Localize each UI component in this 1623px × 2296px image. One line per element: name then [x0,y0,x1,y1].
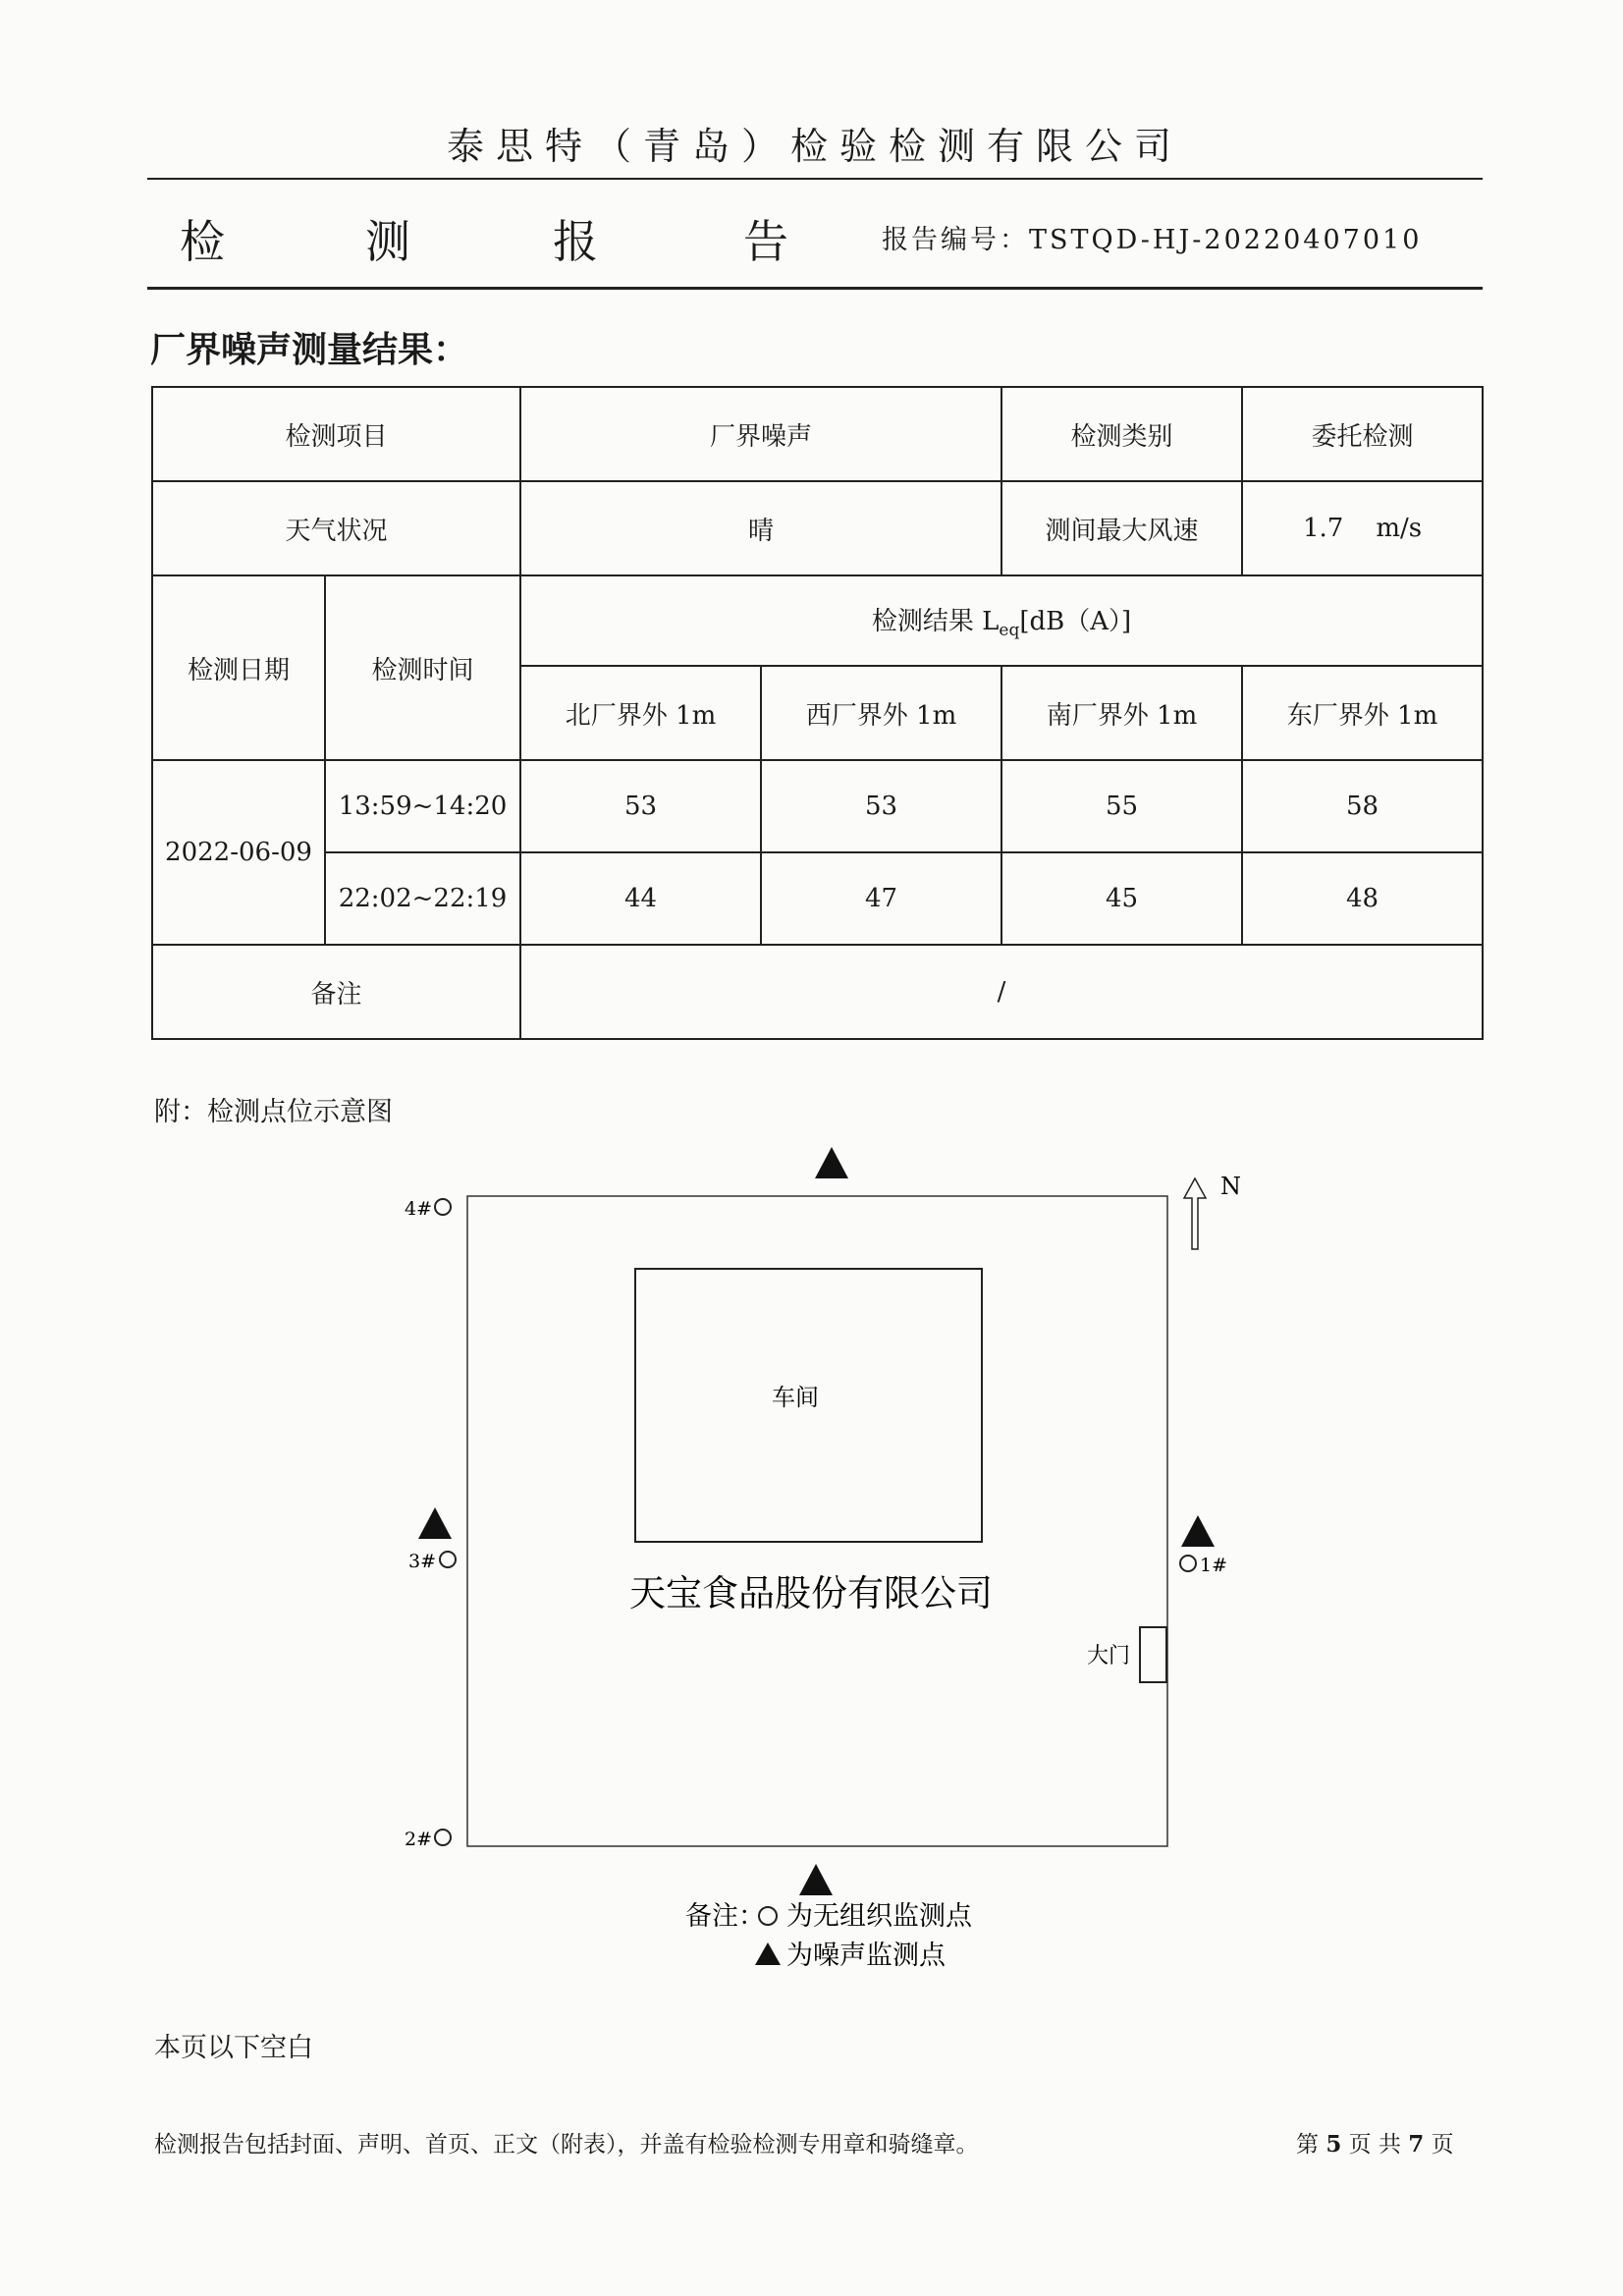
value-cell: 55 [1001,760,1242,852]
time-label: 检测时间 [325,575,520,760]
point-1-label: 1# [1200,1555,1228,1576]
weather-label: 天气状况 [152,481,520,575]
value-cell: 58 [1242,760,1483,852]
weather-value: 晴 [520,481,1001,575]
legend-circle-text: 为无组织监测点 [786,1901,972,1932]
factory-boundary [467,1196,1167,1846]
report-title-char-2: 测 [365,215,410,268]
category-label: 检测类别 [1001,387,1242,481]
gate-box [1140,1627,1166,1682]
section-title: 厂界噪声测量结果： [150,330,469,370]
value-cell: 47 [761,852,1001,945]
noise-point-south-icon [799,1864,833,1895]
report-title-char-4: 告 [743,215,788,268]
fugitive-point-4-icon [435,1199,451,1215]
category-value: 委托检测 [1242,387,1483,481]
report-number-value: TSTQD-HJ-20220407010 [1029,225,1423,255]
value-cell: 53 [761,760,1001,852]
report-title-char-1: 检 [180,215,225,268]
attachment-caption: 附：检测点位示意图 [154,1097,393,1127]
noise-point-west-icon [418,1507,452,1539]
value-cell: 53 [520,760,761,852]
fugitive-point-2-icon [435,1830,451,1845]
result-label: 检测结果 $L_{eq}[dB(A)]$ [520,575,1483,666]
north-label: N [1220,1173,1241,1200]
legend-triangle-text: 为噪声监测点 [786,1941,946,1971]
time-cell: 13:59~14:20 [325,760,520,852]
point-2-label: 2# [404,1829,432,1850]
total-pages: 7 [1408,2131,1425,2158]
wind-unit: m/s [1376,514,1423,543]
time-cell: 22:02~22:19 [325,852,520,945]
item-label: 检测项目 [152,387,520,481]
point-3-label: 3# [407,1551,436,1572]
noise-point-east-icon [1181,1515,1215,1547]
legend-triangle-icon [755,1942,781,1965]
remark-value: / [520,945,1483,1039]
report-title-char-3: 报 [553,215,598,268]
company-name: 泰思特（青岛）检验检测有限公司 [446,125,1183,168]
point-north-header: 北厂界外 1m [520,666,761,760]
current-page: 5 [1325,2131,1342,2158]
remark-label: 备注 [152,945,520,1039]
result-label-sub: eq [999,621,1020,641]
wind-label: 测间最大风速 [1001,481,1242,575]
item-value: 厂界噪声 [520,387,1001,481]
workshop-label: 车间 [772,1384,819,1411]
value-cell: 45 [1001,852,1242,945]
test-date: 2022-06-09 [152,760,325,945]
fugitive-point-3-icon [440,1552,456,1567]
legend-label: 备注： [685,1901,765,1932]
point-west-header: 西厂界外 1m [761,666,1001,760]
point-south-header: 南厂界外 1m [1001,666,1242,760]
point-4-label: 4# [404,1198,432,1220]
company-label: 天宝食品股份有限公司 [629,1572,993,1614]
gate-label: 大门 [1086,1644,1130,1668]
north-arrow-icon [1184,1178,1206,1249]
fugitive-point-1-icon [1180,1556,1196,1571]
wind-number: 1.7 [1302,514,1344,543]
report-number-label: 报告编号： [882,225,1029,255]
blank-page-note: 本页以下空白 [154,2033,313,2063]
point-east-header: 东厂界外 1m [1242,666,1483,760]
noise-point-north-icon [815,1147,848,1178]
value-cell: 48 [1242,852,1483,945]
date-label: 检测日期 [152,575,325,760]
page-number: 第 5 页 共 7 页 [1296,2131,1454,2158]
value-cell: 44 [520,852,761,945]
footer-statement: 检测报告包括封面、声明、首页、正文（附表），并盖有检验检测专用章和骑缝章。 [154,2132,979,2158]
